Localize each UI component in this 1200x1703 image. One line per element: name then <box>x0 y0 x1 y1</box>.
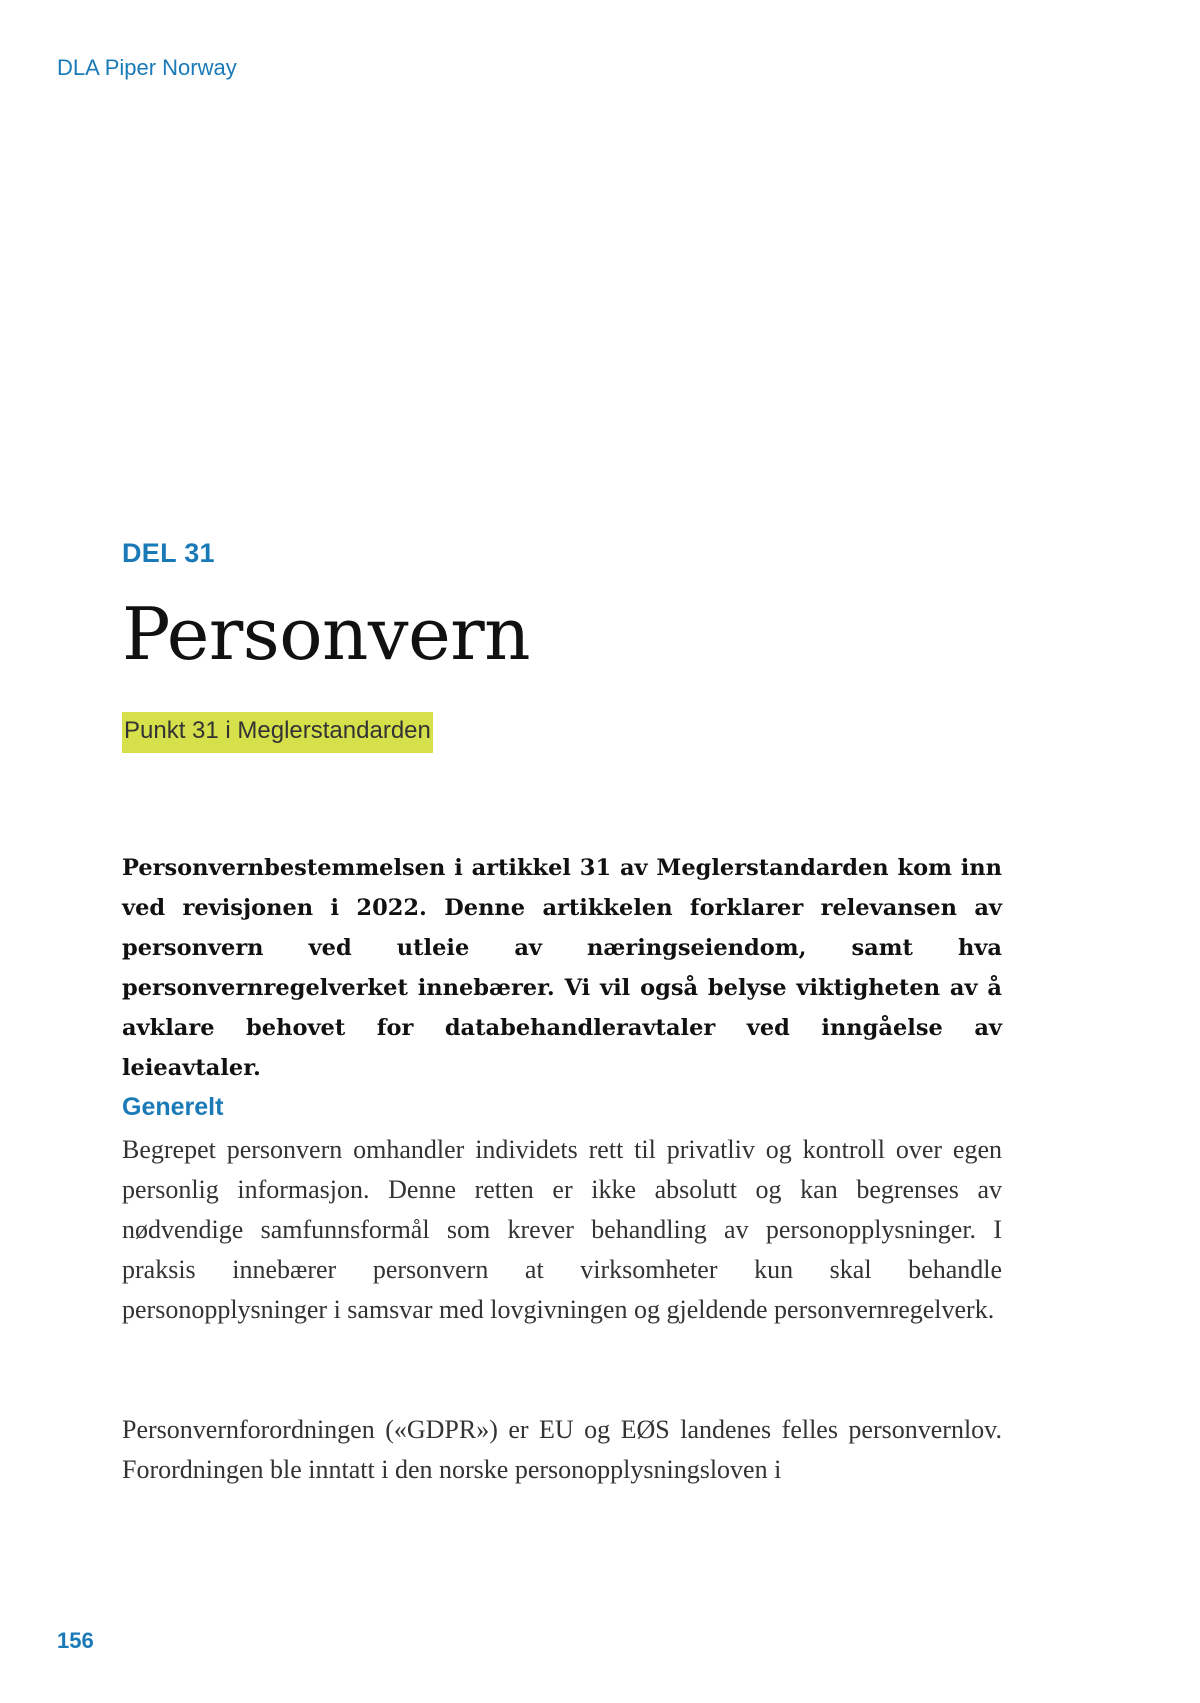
header-brand: DLA Piper Norway <box>57 55 237 80</box>
part-label: DEL 31 <box>122 538 215 568</box>
intro-paragraph: Personvernbestemmelsen i artikkel 31 av Meglerstandarden kom inn ved revisjonen i 2022. Denne artikkelen forklarer relevansen av personvern ved utleie av næringseiendom, samt hva personvernregelverket innebærer. Vi vil også belyse viktigheten av å avklare behovet for databehandleravtaler ved inngåelse av leieavtaler. <box>122 855 1002 1081</box>
reference-tag: Punkt 31 i Meglerstandarden <box>122 712 433 753</box>
chapter-title: Personvern <box>122 592 530 676</box>
section-heading: Generelt <box>122 1093 224 1121</box>
body-paragraph: Personvernforordningen («GDPR») er EU og EØS landenes felles personvernlov. Forordningen ble inntatt i den norske personopplysningsloven i <box>122 1415 1002 1484</box>
body-paragraph: Begrepet personvern omhandler individets rett til privatliv og kontroll over egen personlig informasjon. Denne retten er ikke absolutt og kan begrenses av nødvendige samfunnsformål som krever behandling av personopplysninger. I praksis innebærer personvern at virksomheter kun skal behandle personopplysninger i samsvar med lovgivningen og gjeldende personvernregelverk. <box>122 1135 1002 1324</box>
page-number: 156 <box>57 1628 94 1653</box>
